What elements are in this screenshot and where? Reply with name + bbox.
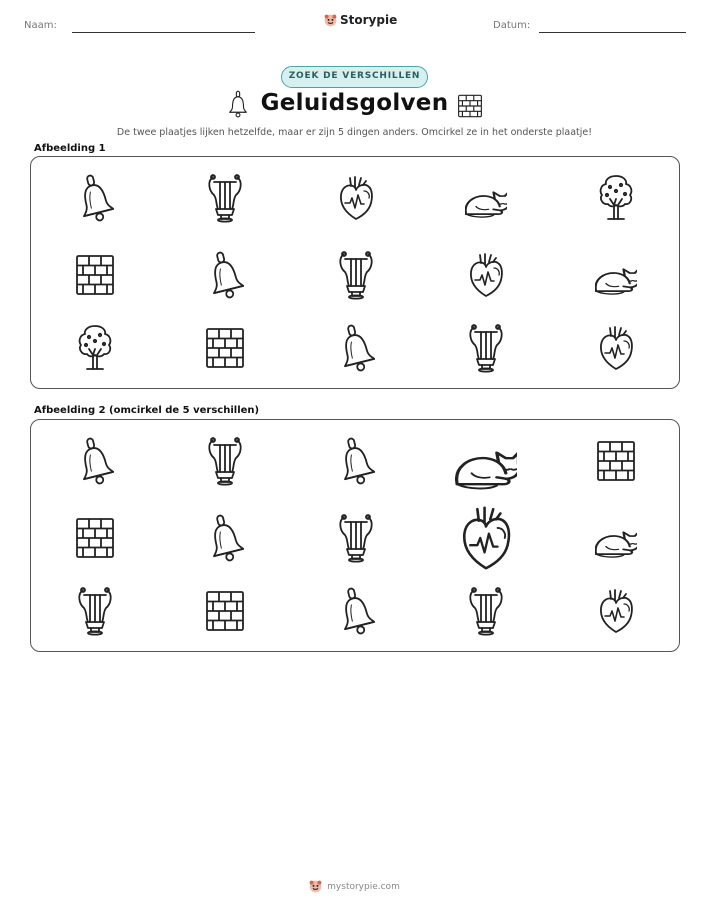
lyre-icon[interactable] — [465, 586, 507, 636]
cat-icon — [595, 250, 637, 300]
name-label: Naam: — [24, 20, 57, 31]
heart-icon — [465, 250, 507, 300]
lyre-icon[interactable] — [335, 513, 377, 563]
name-line[interactable] — [72, 32, 255, 33]
bell-icon[interactable] — [335, 436, 377, 486]
instructions: De twee plaatjes lijken hetzelfde, maar er zijn 5 dingen anders. Omcirkel ze in het onderste plaatje! — [116, 127, 593, 138]
picture-2-panel[interactable] — [30, 419, 680, 652]
bell-icon[interactable] — [74, 436, 116, 486]
bell-icon[interactable] — [204, 513, 246, 563]
storypie-logo-icon — [324, 14, 337, 27]
picture-1-panel — [30, 156, 680, 389]
heart-icon[interactable] — [595, 586, 637, 636]
brick-wall-icon[interactable] — [74, 513, 116, 563]
brick-wall-icon — [74, 250, 116, 300]
brand — [324, 13, 397, 27]
date-label: Datum: — [493, 20, 531, 31]
section-1-label: Afbeelding 1 — [34, 143, 106, 154]
cat-icon[interactable] — [595, 513, 637, 563]
brick-wall-icon — [204, 323, 246, 373]
section-2-label: Afbeelding 2 (omcirkel de 5 verschillen) — [34, 405, 260, 416]
activity-badge: ZOEK DE VERSCHILLEN — [281, 66, 428, 88]
lyre-icon[interactable] — [204, 436, 246, 486]
tree-icon — [595, 173, 637, 223]
heart-icon — [595, 323, 637, 373]
footer — [0, 880, 709, 893]
footer-url: mystorypie.com — [327, 881, 400, 892]
brick-wall-icon[interactable] — [595, 436, 637, 486]
heart-icon — [335, 173, 377, 223]
bell-icon — [204, 250, 246, 300]
bell-icon — [74, 173, 116, 223]
bell-icon — [335, 323, 377, 373]
brand-name: Storypie — [340, 13, 398, 27]
lyre-icon[interactable] — [74, 586, 116, 636]
storypie-logo-icon — [309, 880, 322, 893]
date-line[interactable] — [539, 32, 686, 33]
cat-icon[interactable] — [455, 425, 517, 497]
tree-icon — [74, 323, 116, 373]
bell-icon[interactable] — [335, 586, 377, 636]
page-title: Geluidsgolven — [260, 90, 449, 116]
lyre-icon — [465, 323, 507, 373]
heart-icon[interactable] — [455, 502, 517, 574]
lyre-icon — [204, 173, 246, 223]
lyre-icon — [335, 250, 377, 300]
brick-wall-icon — [457, 94, 483, 118]
brick-wall-icon[interactable] — [204, 586, 246, 636]
cat-icon — [465, 173, 507, 223]
